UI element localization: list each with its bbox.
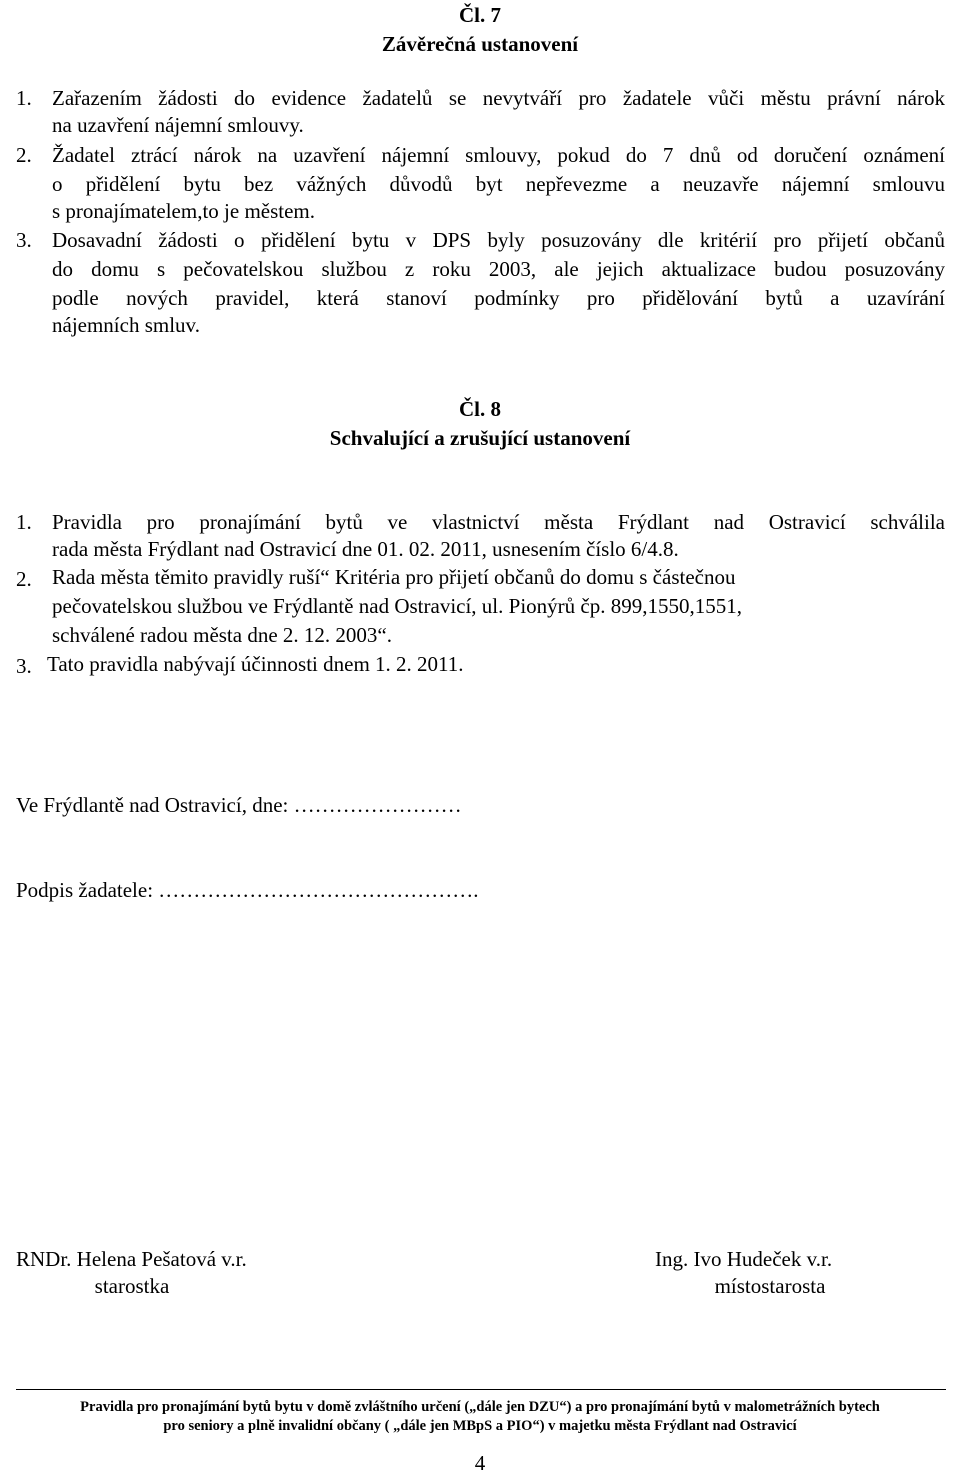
- article-8-number: Čl. 8: [459, 397, 501, 421]
- a7-item-1-number: 1.: [16, 86, 32, 110]
- signatory-1-role: starostka: [94, 1274, 170, 1298]
- a7-item-3-line: Dosavadní žádosti o přidělení bytu v DPS byly posuzovány dle kritérií pro přijetí občanů: [52, 228, 945, 252]
- a8-item-2-line: schválené radou města dne 2. 12. 2003“.: [52, 623, 392, 647]
- a8-item-2-number: 2.: [16, 567, 32, 591]
- a8-item-1-number: 1.: [16, 510, 32, 534]
- a7-item-2-line: o přidělení bytu bez vážných důvodů byt nepřevezme a neuzavře nájemní smlouvu: [52, 172, 945, 196]
- a7-item-3-number: 3.: [16, 228, 32, 252]
- article-7-number: Čl. 7: [459, 3, 501, 27]
- a7-item-3-line: nájemních smluv.: [52, 313, 200, 337]
- a8-item-2-line: pečovatelskou službou ve Frýdlantě nad Ostravicí, ul. Pionýrů čp. 899,1550,1551,: [52, 594, 742, 618]
- signatory-2-name: Ing. Ivo Hudeček v.r.: [655, 1247, 833, 1271]
- a8-item-1-line: rada města Frýdlant nad Ostravicí dne 01. 02. 2011, usnesením číslo 6/4.8.: [52, 537, 679, 561]
- a7-item-2-line: Žadatel ztrácí nárok na uzavření nájemní smlouvy, pokud do 7 dnů od doručení oznámení: [52, 143, 945, 167]
- a8-item-3-number: 3.: [16, 654, 32, 678]
- a7-item-2-number: 2.: [16, 143, 32, 167]
- applicant-signature-line: Podpis žadatele: ……………………………………….: [16, 878, 479, 902]
- a7-item-1-line: Zařazením žádosti do evidence žadatelů se nevytváří pro žadatele vůči městu právní nárok: [52, 86, 945, 110]
- a7-item-3-line: do domu s pečovatelskou službou z roku 2003, ale jejich aktualizace budou posuzovány: [52, 257, 945, 281]
- article-7-title: Závěrečná ustanovení: [381, 32, 579, 56]
- a8-item-2-line: Rada města těmito pravidly ruší“ Kritéria pro přijetí občanů do domu s částečnou: [52, 565, 736, 589]
- a7-item-1-line: na uzavření nájemní smlouvy.: [52, 113, 304, 137]
- a8-item-3-line: Tato pravidla nabývají účinnosti dnem 1. 2. 2011.: [47, 652, 464, 676]
- a7-item-3-line: podle nových pravidel, která stanoví podmínky pro přidělování bytů a uzavírání: [52, 286, 945, 310]
- footer-line-2: pro seniory a plně invalidní občany ( „dále jen MBpS a PIO“) v majetku města Frýdlant nad Ostravicí: [163, 1418, 797, 1434]
- a7-item-2-line: s pronajímatelem,to je městem.: [52, 199, 316, 223]
- page-number: 4: [474, 1451, 486, 1475]
- article-8-title: Schvalující a zrušující ustanovení: [329, 426, 631, 450]
- footer-divider: [16, 1389, 946, 1390]
- signatory-1-name: RNDr. Helena Pešatová v.r.: [16, 1247, 247, 1271]
- a8-item-1-line: Pravidla pro pronajímání bytů ve vlastnictví města Frýdlant nad Ostravicí schválila: [52, 510, 945, 534]
- signatory-2-role: místostarosta: [714, 1274, 826, 1298]
- footer-line-1: Pravidla pro pronajímání bytů bytu v domě zvláštního určení („dále jen DZU“) a pro pronajímání bytů v malometrážních bytech: [80, 1399, 880, 1415]
- place-date-line: Ve Frýdlantě nad Ostravicí, dne: ……………………: [16, 793, 462, 817]
